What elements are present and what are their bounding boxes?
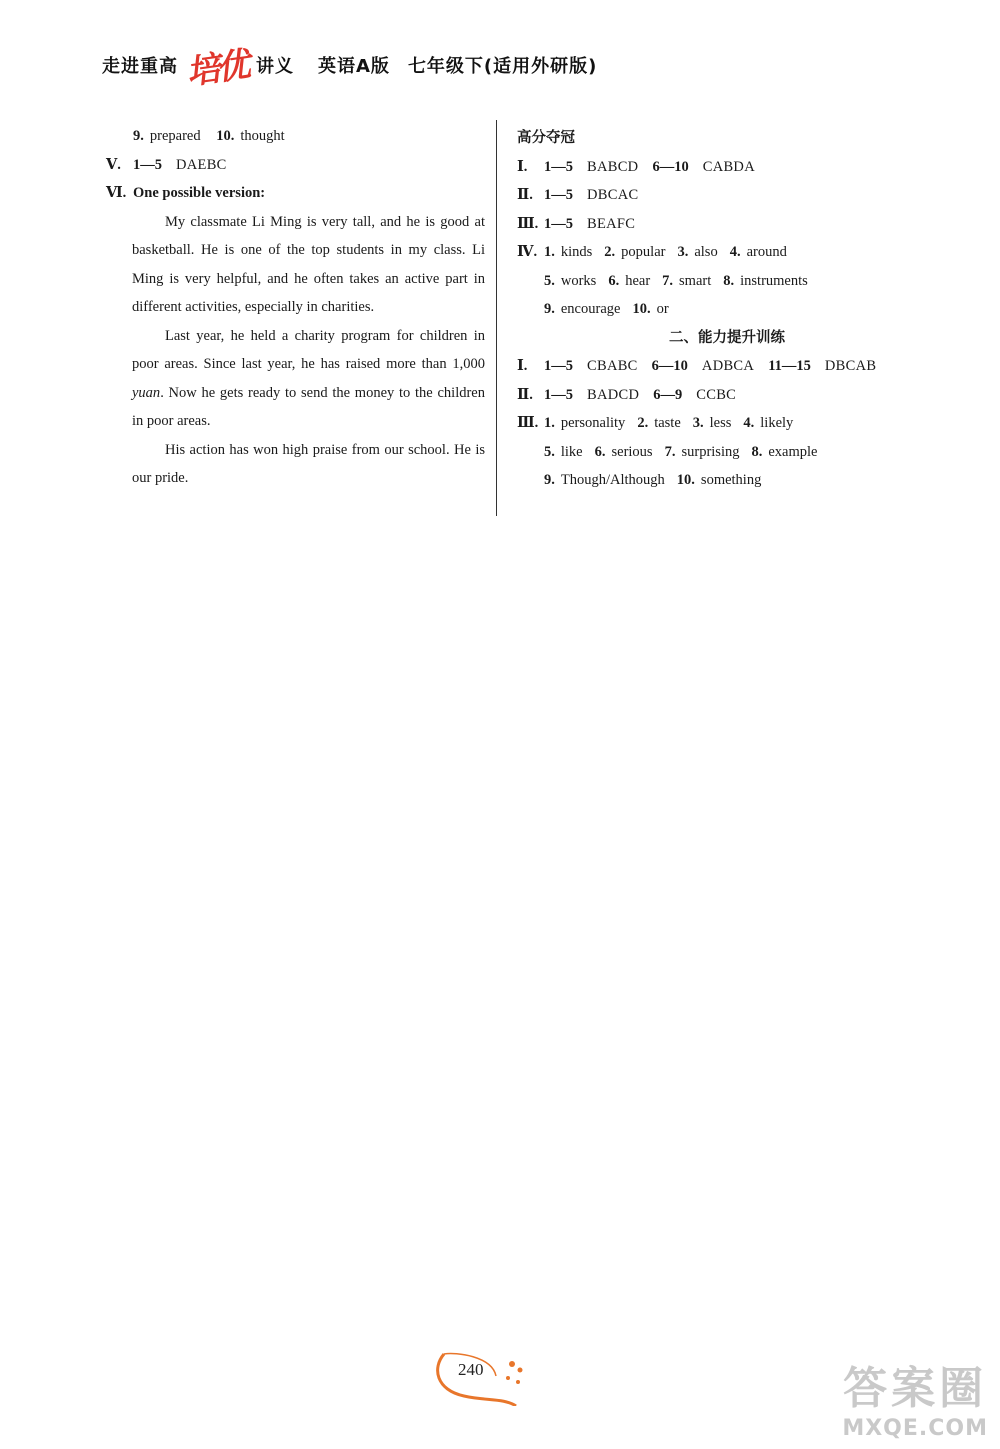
item-number: 10.: [216, 128, 235, 144]
page-header: [102, 40, 598, 93]
section-i: [517, 153, 897, 182]
item-number: 10.: [632, 301, 651, 317]
answer-range: 6—10: [651, 358, 688, 374]
answer-range: 1—5: [544, 358, 573, 374]
left-column: [106, 122, 486, 493]
item-number: 9.: [544, 301, 555, 317]
answer-word: prepared: [149, 128, 201, 144]
section-numeral: Ⅴ.: [106, 156, 121, 173]
swoosh-ornament-icon: [430, 1346, 540, 1406]
answer-key: BEAFC: [587, 215, 636, 232]
answer-word: example: [768, 443, 818, 460]
section-numeral: Ⅰ.: [517, 358, 528, 374]
item-number: 3.: [677, 244, 689, 260]
item-number: 7.: [662, 272, 674, 289]
watermark-logo: 答案圈: [843, 1363, 988, 1414]
series-logo: 培优: [183, 44, 249, 93]
essay-paragraph-3: His action has won high praise from our school. He is our pride.: [132, 441, 485, 486]
answer-word: kinds: [560, 244, 593, 260]
series-title: 走进重高: [102, 56, 178, 77]
answer-word: likely: [760, 415, 794, 431]
answer-row: [106, 122, 486, 151]
item-number: 9.: [133, 128, 144, 144]
section-iii-2: [517, 409, 897, 438]
answer-row: [517, 267, 897, 296]
answer-word: something: [700, 472, 762, 488]
section-numeral: Ⅱ.: [517, 386, 533, 403]
item-number: 4.: [743, 415, 755, 431]
book-type: 讲义: [256, 56, 294, 77]
item-number: 8.: [751, 443, 763, 460]
section-heading: 高分夺冠: [517, 130, 575, 146]
section-i-2: [517, 352, 897, 381]
answer-word: works: [560, 272, 597, 289]
section-heading: 二、能力提升训练: [669, 329, 785, 346]
item-number: 4.: [729, 244, 741, 260]
item-number: 1.: [544, 415, 555, 431]
section-numeral: Ⅵ.: [106, 185, 127, 201]
section-numeral: Ⅳ.: [517, 244, 538, 260]
section-ii: [517, 181, 897, 210]
answer-word: around: [746, 244, 787, 260]
answer-range: 1—5: [544, 215, 573, 232]
answer-range: 6—9: [653, 386, 683, 403]
answer-word: hear: [625, 272, 651, 289]
answer-word: less: [709, 415, 732, 431]
item-number: 2.: [637, 415, 649, 431]
page-number: 240: [458, 1360, 484, 1379]
sample-label: One possible version:: [133, 185, 266, 201]
section-iv: [517, 238, 897, 267]
grade-info: 七年级下(适用外研版): [407, 56, 598, 77]
answer-word: taste: [654, 415, 681, 431]
item-number: 5.: [544, 443, 555, 460]
column-divider: [496, 120, 497, 516]
item-number: 10.: [676, 472, 695, 488]
item-number: 7.: [664, 443, 676, 460]
answer-row: [517, 295, 897, 324]
answer-word: surprising: [681, 443, 740, 460]
answer-key: CBABC: [587, 358, 638, 374]
essay-paragraph-2: Last year, he held a charity program for children in poor areas. Since last year, he has raised more than 1,000 yuan. Now he gets ready to send the money to the children in poor areas.: [132, 327, 485, 429]
answer-word: personality: [560, 415, 626, 431]
answer-word: like: [560, 443, 583, 460]
watermark-url: MXQE.COM: [842, 1416, 988, 1441]
right-column: [517, 124, 897, 495]
item-number: 6.: [594, 443, 606, 460]
answer-key: BABCD: [587, 158, 639, 175]
answer-key: BADCD: [587, 386, 640, 403]
page-number-badge: [430, 1346, 540, 1406]
answer-range: 1—5: [544, 187, 573, 203]
answer-row: [517, 438, 897, 467]
item-number: 2.: [604, 244, 616, 260]
answer-key: CABDA: [702, 158, 755, 175]
section-numeral: Ⅰ.: [517, 158, 528, 175]
answer-range: 1—5: [133, 156, 162, 173]
answer-key: DAEBC: [176, 156, 227, 173]
answer-key: ADBCA: [701, 358, 755, 374]
section-ii-2: [517, 381, 897, 410]
answer-word: smart: [679, 272, 712, 289]
answer-range: 11—15: [768, 358, 811, 374]
answer-word: thought: [240, 128, 285, 144]
section-numeral: Ⅲ.: [517, 415, 539, 431]
item-number: 6.: [608, 272, 620, 289]
section-numeral: Ⅲ.: [517, 215, 539, 232]
section-vi: [106, 179, 486, 208]
answer-word: Though/Although: [560, 472, 665, 488]
item-number: 3.: [692, 415, 704, 431]
answer-word: serious: [611, 443, 653, 460]
answer-row: [517, 466, 897, 495]
subject-edition: 英语A版: [318, 56, 390, 77]
answer-key: DBCAC: [587, 187, 639, 203]
answer-key: DBCAB: [824, 358, 877, 374]
answer-word: instruments: [740, 272, 808, 289]
item-number: 1.: [544, 244, 555, 260]
answer-range: 1—5: [544, 386, 573, 403]
answer-range: 1—5: [544, 158, 573, 175]
item-number: 8.: [723, 272, 735, 289]
essay-paragraph-1: My classmate Li Ming is very tall, and he is good at basketball. He is one of the top students in my class. Li Ming is very helpful, and he often takes an active part in different activities, especially in charities.: [132, 213, 485, 315]
watermark: [842, 1352, 988, 1441]
answer-word: also: [694, 244, 718, 260]
item-number: 5.: [544, 272, 555, 289]
answer-range: 6—10: [652, 158, 689, 175]
answer-word: popular: [621, 244, 666, 260]
item-number: 9.: [544, 472, 555, 488]
section-numeral: Ⅱ.: [517, 187, 533, 203]
section-iii: [517, 210, 897, 239]
answer-word: or: [656, 301, 669, 317]
answer-key: CCBC: [696, 386, 737, 403]
answer-word: encourage: [560, 301, 621, 317]
section-v: [106, 151, 486, 180]
